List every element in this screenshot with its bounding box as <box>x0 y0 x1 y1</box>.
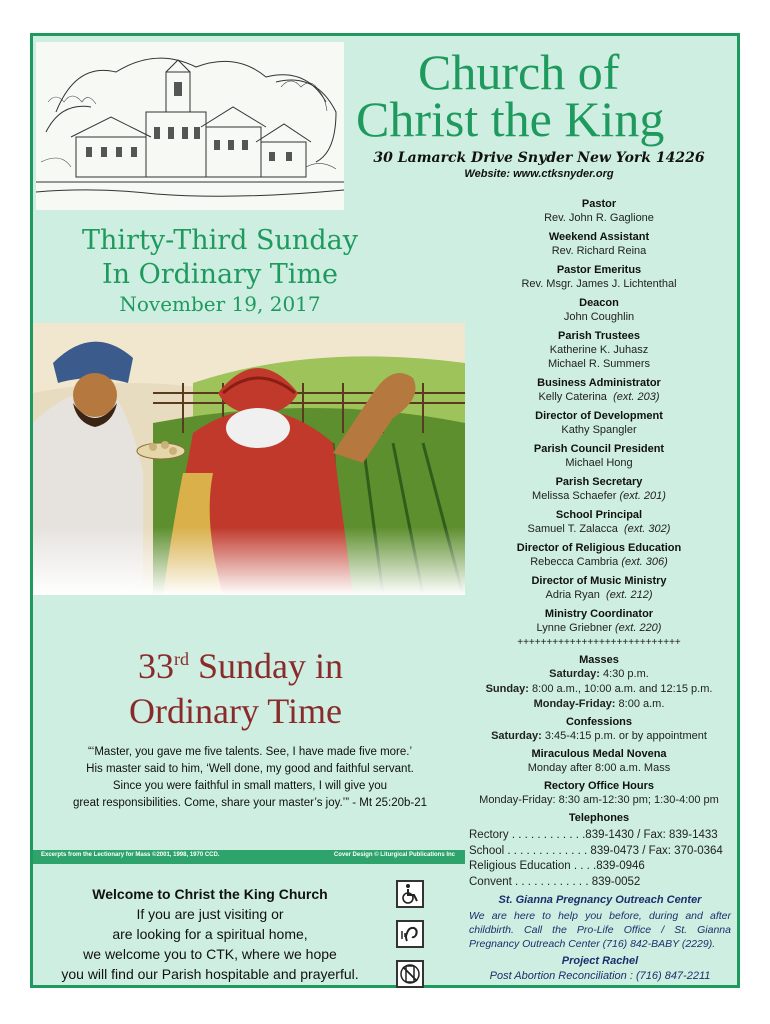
confessions-label: Saturday: <box>491 730 542 742</box>
phone-line: Religious Education . . . .839-0946 <box>469 860 645 872</box>
staff-name: Rebecca Cambria <box>530 556 619 568</box>
mass-label: Monday-Friday: <box>533 698 616 710</box>
office-hours-title: Rectory Office Hours <box>543 780 655 792</box>
staff-name: John Coughlin <box>563 311 635 323</box>
staff-role: Weekend Assistant <box>548 231 650 243</box>
staff-name-line <box>466 390 732 404</box>
staff-role: Director of Religious Education <box>516 542 682 554</box>
staff-name-line <box>466 555 732 569</box>
quote-line: “‘Master, you gave me five talents. See, I have made five more.’ <box>87 746 413 758</box>
staff-name-line <box>466 588 732 602</box>
gianna-body: We are here to help you before, during and after childbirth. Call the Pro-Life Office / St. Gianna Pregnancy Outreach Center (716) 842-BABY (2229). <box>469 910 731 950</box>
no-phone-icon <box>396 960 424 988</box>
staff-name: Samuel T. Zalacca <box>527 523 618 535</box>
welcome-block <box>40 884 380 984</box>
staff-ext: (ext. 201) <box>619 490 666 502</box>
mass-time: 8:00 a.m., 10:00 a.m. and 12:15 p.m. <box>528 683 713 695</box>
staff-name: Michael R. Summers <box>547 358 651 370</box>
cover-heading-rest: Sunday in <box>189 646 344 686</box>
masses-title: Masses <box>579 654 619 666</box>
staff-name: Rev. John R. Gaglione <box>544 212 654 224</box>
staff-ext: (ext. 302) <box>623 523 671 535</box>
cover-heading-line2: Ordinary Time <box>129 691 343 731</box>
church-name-line1: Church of <box>418 44 620 100</box>
staff-role: Business Administrator <box>537 377 661 389</box>
rachel-body: Post Abortion Reconciliation : (716) 847-2211 <box>489 970 711 982</box>
mass-time: 4:30 p.m. <box>599 668 649 680</box>
church-illustration <box>36 42 344 210</box>
staff-ext: (ext. 212) <box>606 589 653 601</box>
cover-heading-line1 <box>138 645 343 687</box>
telephone-list <box>469 828 729 890</box>
staff-ext: (ext. 203) <box>613 391 660 403</box>
welcome-line: are looking for a spiritual home, <box>112 926 308 942</box>
staff-name-line <box>466 522 732 536</box>
section-separator: ++++++++++++++++++++++++++++ <box>517 637 681 648</box>
gianna-title: St. Gianna Pregnancy Outreach Center <box>498 894 702 906</box>
project-rachel-notice <box>469 954 731 984</box>
staff-role: Parish Council President <box>533 443 665 455</box>
accessibility-icons <box>396 880 426 1000</box>
quote-line: His master said to him, ‘Well done, my good and faithful servant. <box>86 763 414 775</box>
hearing-assist-icon <box>396 920 424 948</box>
novena-time: Monday after 8:00 a.m. Mass <box>527 762 671 774</box>
staff-role: Parish Secretary <box>555 476 643 488</box>
mass-time: 8:00 a.m. <box>615 698 665 710</box>
staff-ext: (ext. 220) <box>615 622 662 634</box>
staff-name: Michael Hong <box>565 457 633 469</box>
staff-role: Pastor <box>581 198 617 210</box>
welcome-line: you will find our Parish hospitable and prayerful. <box>61 966 359 982</box>
staff-name: Lynne Griebner <box>536 622 612 634</box>
confessions-value: 3:45-4:15 p.m. or by appointment <box>541 730 707 742</box>
staff-name-line <box>466 489 732 503</box>
wheelchair-icon <box>396 880 424 908</box>
staff-name-line <box>466 621 732 635</box>
confessions-title: Confessions <box>565 716 632 728</box>
staff-directory <box>466 197 732 825</box>
confessions-time <box>466 729 732 744</box>
staff-role: Parish Trustees <box>558 330 640 342</box>
mass-label: Sunday: <box>485 683 529 695</box>
church-website: Website: www.ctksnyder.org <box>464 168 614 180</box>
staff-role: Ministry Coordinator <box>544 608 654 620</box>
cover-design-credit: Cover Design © Liturgical Publications Inc <box>333 852 455 858</box>
staff-name: Kelly Caterina <box>538 391 607 403</box>
staff-name: Katherine K. Juhasz <box>549 344 649 356</box>
phone-line: School . . . . . . . . . . . . . 839-0473 / Fax: 370-0364 <box>469 844 723 857</box>
staff-name: Melissa Schaefer <box>532 490 617 502</box>
staff-role: Pastor Emeritus <box>556 264 642 276</box>
mass-weekday <box>466 697 732 712</box>
staff-name: Rev. Msgr. James J. Lichtenthal <box>521 278 677 290</box>
occasion-date: November 19, 2017 <box>119 292 321 316</box>
credits-strip <box>33 850 465 864</box>
scripture-quote <box>40 744 460 812</box>
staff-name: Kathy Spangler <box>561 424 637 436</box>
cover-heading-number: 33 <box>138 646 174 686</box>
office-hours-value: Monday-Friday: 8:30 am-12:30 pm; 1:30-4:00 pm <box>479 794 719 806</box>
church-name-line2: Christ the King <box>356 91 665 147</box>
novena-title: Miraculous Medal Novena <box>531 748 667 760</box>
staff-role: Director of Development <box>535 410 663 422</box>
cover-illustration <box>33 323 465 595</box>
mass-saturday <box>466 667 732 682</box>
occasion-line2: In Ordinary Time <box>101 259 339 290</box>
quote-line: great responsibilities. Come, share your master’s joy.’” - Mt 25:20b-21 <box>72 797 428 809</box>
quote-line: Since you were faithful in small matters, I will give you <box>112 780 388 792</box>
mass-sunday <box>466 682 732 697</box>
welcome-line: we welcome you to CTK, where we hope <box>83 946 337 962</box>
staff-role: Deacon <box>579 297 619 309</box>
welcome-title: Welcome to Christ the King Church <box>92 886 328 902</box>
phone-line: Convent . . . . . . . . . . . . 839-0052 <box>469 875 641 888</box>
welcome-line: If you are just visiting or <box>136 906 284 922</box>
mass-label: Saturday: <box>549 668 600 680</box>
staff-name: Adria Ryan <box>545 589 600 601</box>
gianna-center-notice <box>469 893 731 951</box>
rachel-title: Project Rachel <box>561 955 639 967</box>
staff-name: Rev. Richard Reina <box>551 245 647 257</box>
phone-line: Rectory . . . . . . . . . . . .839-1430 / Fax: 839-1433 <box>469 829 718 841</box>
staff-role: Director of Music Ministry <box>531 575 667 587</box>
cover-heading-suffix: rd <box>174 649 189 669</box>
occasion-line1: Thirty-Third Sunday <box>82 225 358 256</box>
telephones-title: Telephones <box>568 812 630 824</box>
staff-role: School Principal <box>555 509 643 521</box>
staff-ext: (ext. 306) <box>621 556 668 568</box>
church-address: 30 Lamarck Drive Snyder New York 14226 <box>373 150 705 166</box>
lectionary-credit: Excerpts from the Lectionary for Mass ©2001, 1998, 1970 CCD. <box>41 852 220 858</box>
